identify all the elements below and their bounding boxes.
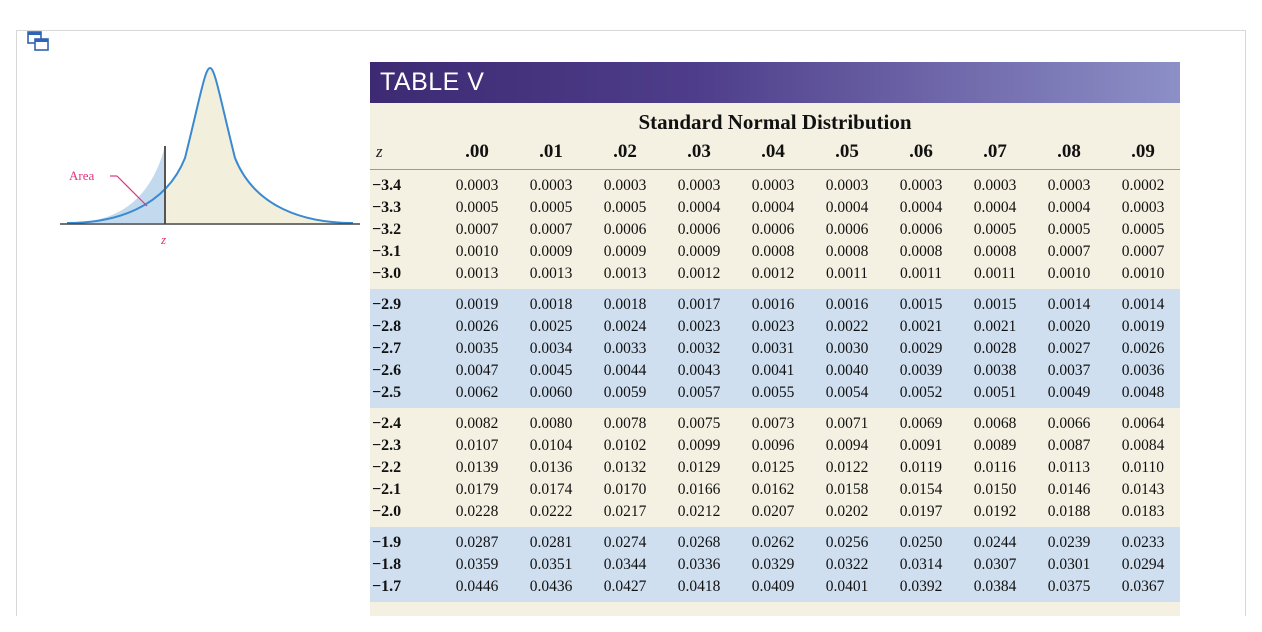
probability-cell: 0.0008 bbox=[899, 243, 943, 260]
table-row bbox=[370, 413, 1180, 435]
z-value: −2.3 bbox=[372, 437, 402, 454]
column-header: .03 bbox=[687, 141, 711, 162]
probability-cell: 0.0136 bbox=[529, 459, 573, 476]
table-title: TABLE V bbox=[380, 68, 485, 96]
probability-cell: 0.0294 bbox=[1121, 556, 1165, 573]
probability-cell: 0.0011 bbox=[973, 265, 1017, 282]
table-row bbox=[370, 241, 1180, 263]
probability-cell: 0.0057 bbox=[677, 384, 721, 401]
probability-cell: 0.0043 bbox=[677, 362, 721, 379]
probability-cell: 0.0052 bbox=[899, 384, 943, 401]
column-header: .01 bbox=[539, 141, 563, 162]
probability-cell: 0.0268 bbox=[677, 534, 721, 551]
probability-cell: 0.0436 bbox=[529, 578, 573, 595]
probability-cell: 0.0202 bbox=[825, 503, 869, 520]
probability-cell: 0.0125 bbox=[751, 459, 795, 476]
probability-cell: 0.0049 bbox=[1047, 384, 1091, 401]
probability-cell: 0.0011 bbox=[899, 265, 943, 282]
table-row bbox=[370, 479, 1180, 501]
probability-cell: 0.0158 bbox=[825, 481, 869, 498]
probability-cell: 0.0019 bbox=[1121, 318, 1165, 335]
probability-cell: 0.0006 bbox=[899, 221, 943, 238]
table-row bbox=[370, 175, 1180, 197]
probability-cell: 0.0004 bbox=[899, 199, 943, 216]
probability-cell: 0.0217 bbox=[603, 503, 647, 520]
table-row bbox=[370, 457, 1180, 479]
row-block bbox=[370, 289, 1180, 408]
probability-cell: 0.0019 bbox=[455, 296, 499, 313]
probability-cell: 0.0129 bbox=[677, 459, 721, 476]
probability-cell: 0.0025 bbox=[529, 318, 573, 335]
probability-cell: 0.0064 bbox=[1121, 415, 1165, 432]
probability-cell: 0.0174 bbox=[529, 481, 573, 498]
probability-cell: 0.0003 bbox=[603, 177, 647, 194]
probability-cell: 0.0041 bbox=[751, 362, 795, 379]
probability-cell: 0.0197 bbox=[899, 503, 943, 520]
probability-cell: 0.0027 bbox=[1047, 340, 1091, 357]
probability-cell: 0.0004 bbox=[825, 199, 869, 216]
probability-cell: 0.0026 bbox=[1121, 340, 1165, 357]
probability-cell: 0.0023 bbox=[751, 318, 795, 335]
probability-cell: 0.0003 bbox=[1047, 177, 1091, 194]
z-value: −1.7 bbox=[372, 578, 402, 595]
probability-cell: 0.0082 bbox=[455, 415, 499, 432]
probability-cell: 0.0010 bbox=[455, 243, 499, 260]
probability-cell: 0.0048 bbox=[1121, 384, 1165, 401]
column-header: .06 bbox=[909, 141, 933, 162]
probability-cell: 0.0154 bbox=[899, 481, 943, 498]
probability-cell: 0.0022 bbox=[825, 318, 869, 335]
probability-cell: 0.0033 bbox=[603, 340, 647, 357]
probability-cell: 0.0044 bbox=[603, 362, 647, 379]
probability-cell: 0.0281 bbox=[529, 534, 573, 551]
row-block bbox=[370, 170, 1180, 289]
probability-cell: 0.0322 bbox=[825, 556, 869, 573]
z-value: −2.6 bbox=[372, 362, 402, 379]
probability-cell: 0.0071 bbox=[825, 415, 869, 432]
probability-cell: 0.0016 bbox=[825, 296, 869, 313]
probability-cell: 0.0005 bbox=[529, 199, 573, 216]
probability-cell: 0.0013 bbox=[603, 265, 647, 282]
probability-cell: 0.0084 bbox=[1121, 437, 1165, 454]
probability-cell: 0.0013 bbox=[455, 265, 499, 282]
probability-cell: 0.0427 bbox=[603, 578, 647, 595]
probability-cell: 0.0239 bbox=[1047, 534, 1091, 551]
z-value: −2.9 bbox=[372, 296, 402, 313]
probability-cell: 0.0392 bbox=[899, 578, 943, 595]
probability-cell: 0.0344 bbox=[603, 556, 647, 573]
probability-cell: 0.0384 bbox=[973, 578, 1017, 595]
probability-cell: 0.0418 bbox=[677, 578, 721, 595]
probability-cell: 0.0034 bbox=[529, 340, 573, 357]
row-block bbox=[370, 408, 1180, 527]
probability-cell: 0.0166 bbox=[677, 481, 721, 498]
probability-cell: 0.0037 bbox=[1047, 362, 1091, 379]
probability-cell: 0.0107 bbox=[455, 437, 499, 454]
probability-cell: 0.0003 bbox=[825, 177, 869, 194]
table-subtitle: Standard Normal Distribution bbox=[638, 110, 912, 134]
z-value: −2.5 bbox=[372, 384, 402, 401]
probability-cell: 0.0002 bbox=[1121, 177, 1165, 194]
probability-cell: 0.0003 bbox=[899, 177, 943, 194]
probability-cell: 0.0020 bbox=[1047, 318, 1091, 335]
probability-cell: 0.0007 bbox=[529, 221, 573, 238]
probability-cell: 0.0351 bbox=[529, 556, 573, 573]
z-value: −2.2 bbox=[372, 459, 402, 476]
probability-cell: 0.0006 bbox=[825, 221, 869, 238]
probability-cell: 0.0066 bbox=[1047, 415, 1091, 432]
probability-cell: 0.0212 bbox=[677, 503, 721, 520]
probability-cell: 0.0051 bbox=[973, 384, 1017, 401]
probability-cell: 0.0006 bbox=[751, 221, 795, 238]
probability-cell: 0.0016 bbox=[751, 296, 795, 313]
probability-cell: 0.0359 bbox=[455, 556, 499, 573]
probability-cell: 0.0222 bbox=[529, 503, 573, 520]
z-value: −2.7 bbox=[372, 340, 402, 357]
probability-cell: 0.0122 bbox=[825, 459, 869, 476]
probability-cell: 0.0262 bbox=[751, 534, 795, 551]
probability-cell: 0.0009 bbox=[529, 243, 573, 260]
probability-cell: 0.0314 bbox=[899, 556, 943, 573]
probability-cell: 0.0087 bbox=[1047, 437, 1091, 454]
probability-cell: 0.0233 bbox=[1121, 534, 1165, 551]
z-value: −2.0 bbox=[372, 503, 402, 520]
table-row bbox=[370, 197, 1180, 219]
z-value: −2.1 bbox=[372, 481, 402, 498]
probability-cell: 0.0021 bbox=[973, 318, 1017, 335]
probability-cell: 0.0040 bbox=[825, 362, 869, 379]
column-header: .02 bbox=[613, 141, 637, 162]
probability-cell: 0.0188 bbox=[1047, 503, 1091, 520]
probability-cell: 0.0256 bbox=[825, 534, 869, 551]
probability-cell: 0.0012 bbox=[751, 265, 795, 282]
probability-cell: 0.0287 bbox=[455, 534, 499, 551]
probability-cell: 0.0004 bbox=[751, 199, 795, 216]
probability-cell: 0.0031 bbox=[751, 340, 795, 357]
table-row bbox=[370, 554, 1180, 576]
probability-cell: 0.0116 bbox=[973, 459, 1017, 476]
column-header: .09 bbox=[1131, 141, 1155, 162]
z-value: −3.4 bbox=[372, 177, 402, 194]
area-pointer bbox=[117, 176, 147, 206]
probability-cell: 0.0007 bbox=[1047, 243, 1091, 260]
probability-cell: 0.0075 bbox=[677, 415, 721, 432]
z-label: z bbox=[161, 232, 167, 247]
probability-cell: 0.0102 bbox=[603, 437, 647, 454]
probability-cell: 0.0015 bbox=[899, 296, 943, 313]
probability-cell: 0.0089 bbox=[973, 437, 1017, 454]
table-row bbox=[370, 532, 1180, 554]
probability-cell: 0.0018 bbox=[529, 296, 573, 313]
curve-body bbox=[67, 68, 353, 223]
probability-cell: 0.0055 bbox=[751, 384, 795, 401]
probability-cell: 0.0329 bbox=[751, 556, 795, 573]
probability-cell: 0.0006 bbox=[603, 221, 647, 238]
probability-cell: 0.0091 bbox=[899, 437, 943, 454]
z-column-header: z bbox=[376, 142, 383, 161]
probability-cell: 0.0146 bbox=[1047, 481, 1091, 498]
probability-cell: 0.0170 bbox=[603, 481, 647, 498]
probability-cell: 0.0069 bbox=[899, 415, 943, 432]
probability-cell: 0.0150 bbox=[973, 481, 1017, 498]
probability-cell: 0.0028 bbox=[973, 340, 1017, 357]
probability-cell: 0.0009 bbox=[603, 243, 647, 260]
expand-window-icon[interactable] bbox=[27, 31, 49, 51]
z-value: −3.3 bbox=[372, 199, 402, 216]
probability-cell: 0.0030 bbox=[825, 340, 869, 357]
probability-cell: 0.0003 bbox=[455, 177, 499, 194]
probability-cell: 0.0026 bbox=[455, 318, 499, 335]
probability-cell: 0.0162 bbox=[751, 481, 795, 498]
column-header: .00 bbox=[465, 141, 489, 162]
probability-cell: 0.0047 bbox=[455, 362, 499, 379]
column-header: .05 bbox=[835, 141, 859, 162]
shaded-area bbox=[67, 146, 165, 223]
probability-cell: 0.0010 bbox=[1047, 265, 1091, 282]
probability-cell: 0.0003 bbox=[1121, 199, 1165, 216]
table-body bbox=[370, 170, 1180, 602]
z-value: −3.1 bbox=[372, 243, 402, 260]
table-row bbox=[370, 316, 1180, 338]
probability-cell: 0.0003 bbox=[529, 177, 573, 194]
probability-cell: 0.0024 bbox=[603, 318, 647, 335]
column-header-row bbox=[370, 135, 1180, 170]
probability-cell: 0.0003 bbox=[973, 177, 1017, 194]
probability-cell: 0.0007 bbox=[455, 221, 499, 238]
column-header: .07 bbox=[983, 141, 1007, 162]
probability-cell: 0.0005 bbox=[973, 221, 1017, 238]
area-label: Area bbox=[69, 168, 95, 183]
probability-cell: 0.0045 bbox=[529, 362, 573, 379]
probability-cell: 0.0059 bbox=[603, 384, 647, 401]
probability-cell: 0.0018 bbox=[603, 296, 647, 313]
probability-cell: 0.0143 bbox=[1121, 481, 1165, 498]
probability-cell: 0.0192 bbox=[973, 503, 1017, 520]
probability-cell: 0.0068 bbox=[973, 415, 1017, 432]
probability-cell: 0.0008 bbox=[973, 243, 1017, 260]
probability-cell: 0.0011 bbox=[825, 265, 869, 282]
probability-cell: 0.0207 bbox=[751, 503, 795, 520]
probability-cell: 0.0005 bbox=[1047, 221, 1091, 238]
probability-cell: 0.0021 bbox=[899, 318, 943, 335]
probability-cell: 0.0008 bbox=[751, 243, 795, 260]
table-row bbox=[370, 435, 1180, 457]
probability-cell: 0.0401 bbox=[825, 578, 869, 595]
probability-cell: 0.0301 bbox=[1047, 556, 1091, 573]
table-row bbox=[370, 382, 1180, 404]
table-row bbox=[370, 219, 1180, 241]
z-value: −2.4 bbox=[372, 415, 402, 432]
probability-cell: 0.0274 bbox=[603, 534, 647, 551]
probability-cell: 0.0004 bbox=[677, 199, 721, 216]
normal-curve-figure bbox=[55, 58, 365, 258]
probability-cell: 0.0008 bbox=[825, 243, 869, 260]
table-row bbox=[370, 338, 1180, 360]
probability-cell: 0.0004 bbox=[973, 199, 1017, 216]
z-value: −2.8 bbox=[372, 318, 402, 335]
probability-cell: 0.0036 bbox=[1121, 362, 1165, 379]
probability-cell: 0.0062 bbox=[455, 384, 499, 401]
probability-cell: 0.0060 bbox=[529, 384, 573, 401]
probability-cell: 0.0029 bbox=[899, 340, 943, 357]
probability-cell: 0.0038 bbox=[973, 362, 1017, 379]
probability-cell: 0.0004 bbox=[1047, 199, 1091, 216]
z-value: −1.9 bbox=[372, 534, 402, 551]
probability-cell: 0.0228 bbox=[455, 503, 499, 520]
probability-cell: 0.0409 bbox=[751, 578, 795, 595]
probability-cell: 0.0080 bbox=[529, 415, 573, 432]
probability-cell: 0.0005 bbox=[455, 199, 499, 216]
probability-cell: 0.0367 bbox=[1121, 578, 1165, 595]
z-value: −1.8 bbox=[372, 556, 402, 573]
probability-cell: 0.0110 bbox=[1121, 459, 1165, 476]
probability-cell: 0.0244 bbox=[973, 534, 1017, 551]
probability-cell: 0.0099 bbox=[677, 437, 721, 454]
probability-cell: 0.0336 bbox=[677, 556, 721, 573]
probability-cell: 0.0096 bbox=[751, 437, 795, 454]
probability-cell: 0.0005 bbox=[603, 199, 647, 216]
probability-cell: 0.0113 bbox=[1047, 459, 1091, 476]
table-row bbox=[370, 576, 1180, 598]
probability-cell: 0.0005 bbox=[1121, 221, 1165, 238]
probability-cell: 0.0375 bbox=[1047, 578, 1091, 595]
probability-cell: 0.0139 bbox=[455, 459, 499, 476]
probability-cell: 0.0017 bbox=[677, 296, 721, 313]
probability-cell: 0.0015 bbox=[973, 296, 1017, 313]
probability-cell: 0.0183 bbox=[1121, 503, 1165, 520]
probability-cell: 0.0078 bbox=[603, 415, 647, 432]
probability-cell: 0.0104 bbox=[529, 437, 573, 454]
normal-table bbox=[370, 62, 1180, 616]
probability-cell: 0.0054 bbox=[825, 384, 869, 401]
probability-cell: 0.0013 bbox=[529, 265, 573, 282]
table-row bbox=[370, 294, 1180, 316]
column-header: .04 bbox=[761, 141, 785, 162]
probability-cell: 0.0094 bbox=[825, 437, 869, 454]
probability-cell: 0.0250 bbox=[899, 534, 943, 551]
probability-cell: 0.0073 bbox=[751, 415, 795, 432]
z-value: −3.2 bbox=[372, 221, 402, 238]
probability-cell: 0.0039 bbox=[899, 362, 943, 379]
probability-cell: 0.0010 bbox=[1121, 265, 1165, 282]
table-row bbox=[370, 501, 1180, 523]
table-header-bar bbox=[370, 62, 1180, 103]
z-value: −3.0 bbox=[372, 265, 402, 282]
table-row bbox=[370, 263, 1180, 285]
column-header: .08 bbox=[1057, 141, 1081, 162]
table-row bbox=[370, 360, 1180, 382]
row-block bbox=[370, 527, 1180, 602]
probability-cell: 0.0014 bbox=[1121, 296, 1165, 313]
probability-cell: 0.0179 bbox=[455, 481, 499, 498]
probability-cell: 0.0012 bbox=[677, 265, 721, 282]
probability-cell: 0.0032 bbox=[677, 340, 721, 357]
probability-cell: 0.0446 bbox=[455, 578, 499, 595]
probability-cell: 0.0007 bbox=[1121, 243, 1165, 260]
probability-cell: 0.0132 bbox=[603, 459, 647, 476]
probability-cell: 0.0006 bbox=[677, 221, 721, 238]
probability-cell: 0.0119 bbox=[899, 459, 943, 476]
probability-cell: 0.0307 bbox=[973, 556, 1017, 573]
probability-cell: 0.0003 bbox=[677, 177, 721, 194]
probability-cell: 0.0023 bbox=[677, 318, 721, 335]
probability-cell: 0.0003 bbox=[751, 177, 795, 194]
probability-cell: 0.0035 bbox=[455, 340, 499, 357]
probability-cell: 0.0014 bbox=[1047, 296, 1091, 313]
probability-cell: 0.0009 bbox=[677, 243, 721, 260]
